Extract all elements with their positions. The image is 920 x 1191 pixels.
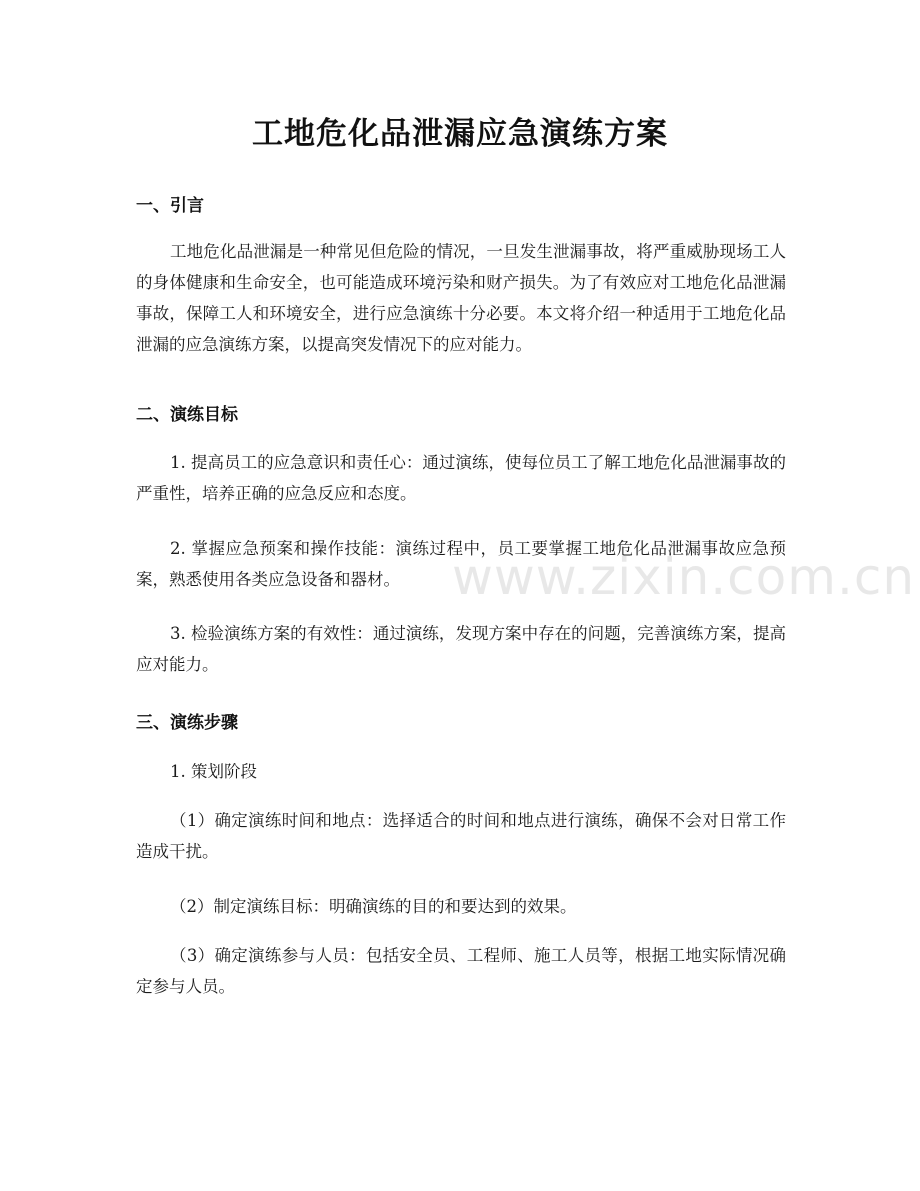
paragraph-goal-3: 3. 检验演练方案的有效性：通过演练，发现方案中存在的问题，完善演练方案，提高应对能力。	[136, 624, 786, 674]
watermark: www.zixin.com.cn	[452, 548, 916, 606]
section-heading-steps: 三、演练步骤	[136, 713, 238, 733]
document-title: 工地危化品泄漏应急演练方案	[252, 116, 668, 152]
paragraph-introduction: 工地危化品泄漏是一种常见但危险的情况，一旦发生泄漏事故，将严重威胁现场工人的身体健康和生命安全，也可能造成环境污染和财产损失。为了有效应对工地危化品泄漏事故，保障工人和环境安全，进行应急演练十分必要。本文将介绍一种适用于工地危化品泄漏的应急演练方案，以提高突发情况下的应对能力。	[136, 242, 786, 354]
paragraph-step-2: （2）制定演练目标：明确演练的目的和要达到的效果。	[170, 897, 577, 916]
section-heading-introduction: 一、引言	[136, 196, 204, 216]
paragraph-step-planning: 1. 策划阶段	[170, 762, 257, 781]
paragraph-step-1: （1）确定演练时间和地点：选择适合的时间和地点进行演练，确保不会对日常工作造成干扰。	[136, 811, 786, 861]
section-heading-goals: 二、演练目标	[136, 405, 238, 425]
paragraph-goal-2: 2. 掌握应急预案和操作技能：演练过程中，员工要掌握工地危化品泄漏事故应急预案，熟悉使用各类应急设备和器材。	[136, 539, 786, 589]
paragraph-step-3: （3）确定演练参与人员：包括安全员、工程师、施工人员等，根据工地实际情况确定参与人员。	[136, 946, 786, 996]
paragraph-goal-1: 1. 提高员工的应急意识和责任心：通过演练，使每位员工了解工地危化品泄漏事故的严重性，培养正确的应急反应和态度。	[136, 453, 786, 503]
